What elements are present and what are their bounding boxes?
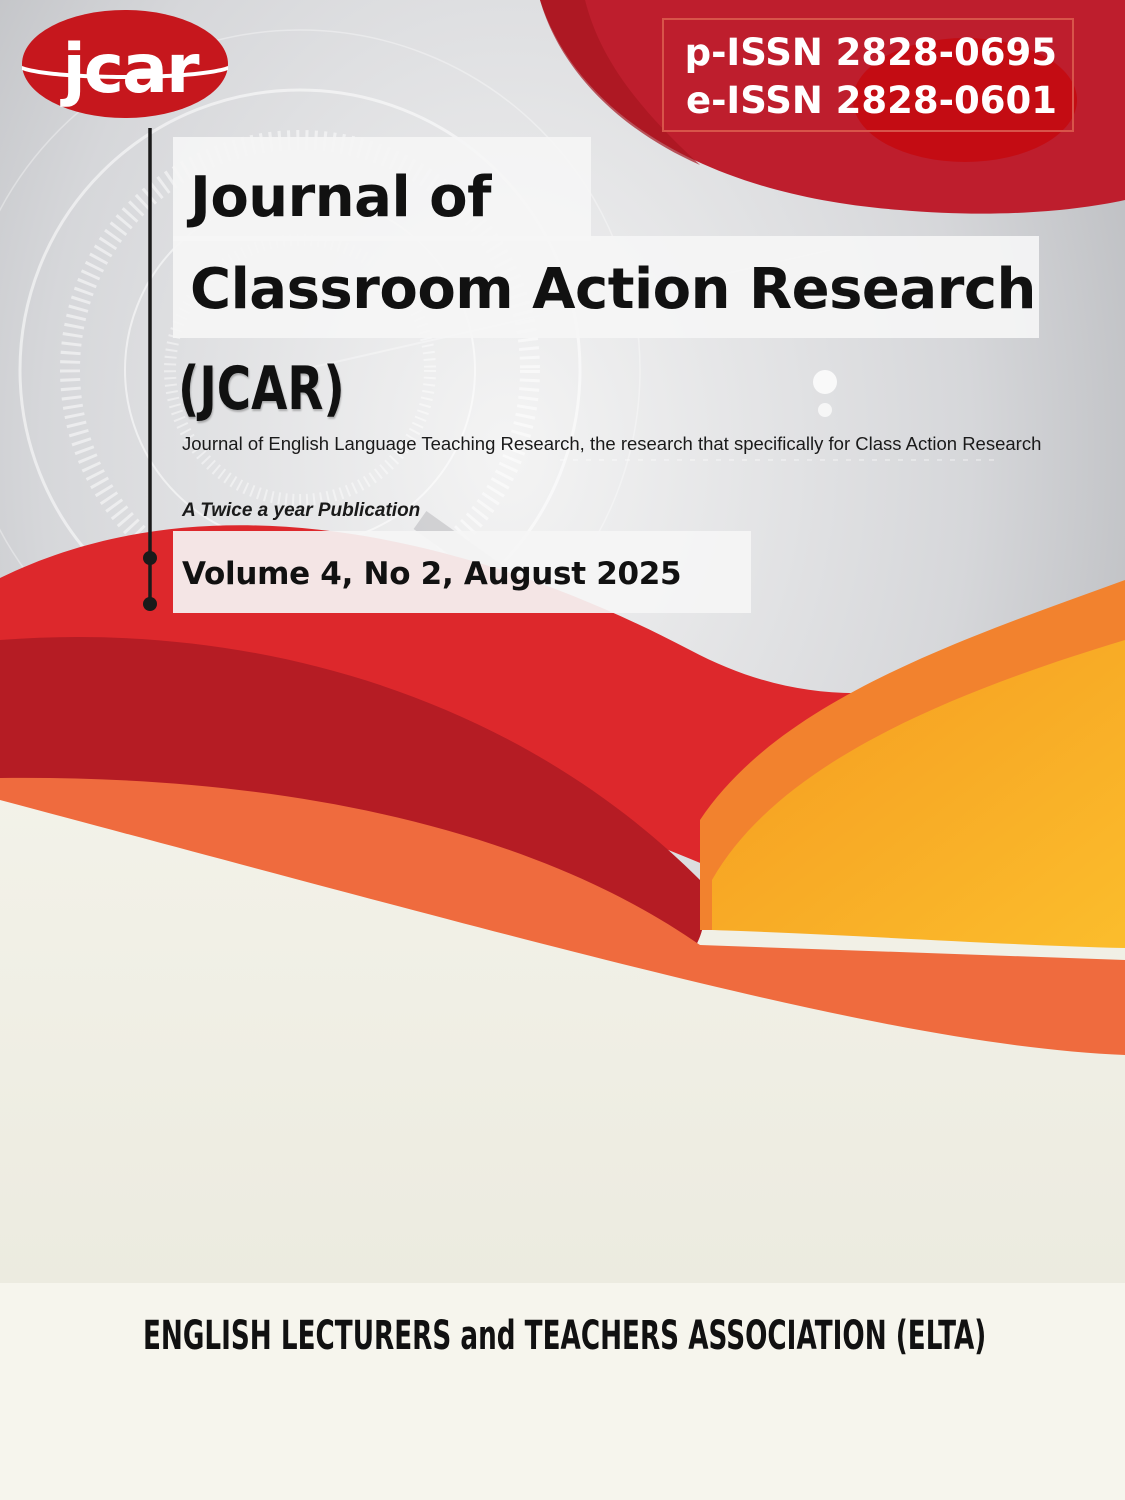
print-issn: p-ISSN 2828-0695 (684, 31, 1057, 74)
electronic-issn: e-ISSN 2828-0601 (685, 79, 1057, 122)
journal-description: Journal of English Language Teaching Research, the research that specifically for Class Action Research (182, 433, 1042, 454)
publisher-name: ENGLISH LECTURERS and TEACHERS ASSOCIATION (ELTA) (143, 1313, 987, 1359)
jcar-logo (40, 22, 220, 108)
journal-title-line-1: Journal of (190, 165, 491, 230)
publication-frequency: A Twice a year Publication (182, 500, 421, 521)
journal-acronym: (JCAR) (178, 354, 345, 424)
journal-title-line-2: Classroom Action Research (190, 257, 1036, 322)
volume-issue: Volume 4, No 2, August 2025 (182, 556, 682, 592)
svg-text:jcar: jcar (62, 30, 198, 108)
